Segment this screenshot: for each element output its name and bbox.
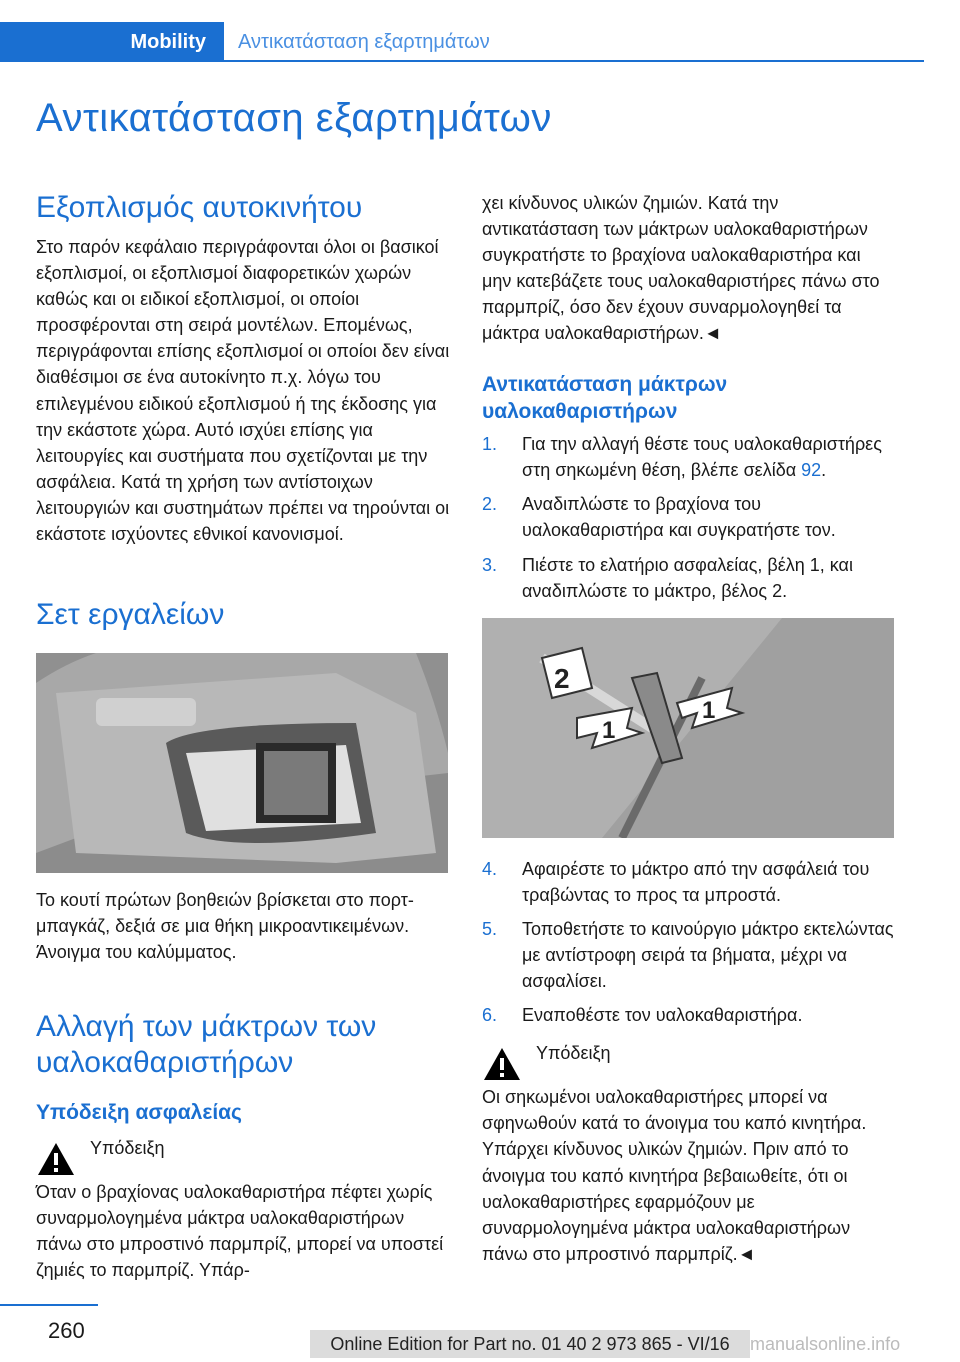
tab-section[interactable]: Αντικατάσταση εξαρτημάτων: [238, 30, 490, 53]
watermark: manualsonline.info: [750, 1334, 901, 1354]
arrow-label-1b: 1: [702, 696, 716, 724]
warning-note-1: [36, 1135, 450, 1177]
tab-mobility[interactable]: Mobility: [0, 22, 224, 62]
warning-label-1: Υπόδειξη: [90, 1137, 165, 1158]
footer-rule: [0, 1304, 98, 1306]
step-text: Αφαιρέστε το μάκτρο από την ασφάλειά του τραβώντας το προς τα μπροστά.: [522, 858, 870, 905]
edition-footer: Online Edition for Part no. 01 40 2 973 865 - VI/16: [310, 1330, 750, 1358]
step-text: Τοποθετήστε το καινούργιο μάκτρο εκτελώντας με αντίστροφη σειρά τα βήματα, μέχρι να ασφαλίσει.: [522, 918, 894, 992]
step-text: Πιέστε το ελατήριο ασφαλείας, βέλη 1, και αναδιπλώστε το μάκτρο, βέλος 2.: [522, 554, 853, 601]
step-number: 1.: [482, 434, 498, 455]
page-title: Αντικατάσταση εξαρτημάτων: [36, 96, 552, 140]
wiper-heading: Αλλαγή των μάκτρων των υαλοκαθαριστήρων: [36, 1010, 377, 1080]
step-item: [482, 552, 894, 604]
toolset-heading: Σετ εργαλείων: [36, 598, 225, 632]
safety-heading: Υπόδειξη ασφαλείας: [36, 1101, 242, 1125]
page-link[interactable]: 92: [801, 460, 822, 481]
step-text: Για την αλλαγή θέστε τους υαλοκαθαριστήρες στη σηκωμένη θέση, βλέπε σελίδα 92.: [522, 434, 882, 481]
steps-list-b: [482, 856, 894, 1029]
equipment-text: Στο παρόν κεφάλαιο περιγράφονται όλοι οι βασικοί εξοπλισμοί, οι εξοπλισμοί διαφορετικών χωρών καθώς και οι ειδικοί εξοπλισμοί, οι οποίοι προσφέρονται στη σειρά μοντέλων. Επομένως, περιγράφονται επίσης εξοπλισμοί οι οποίοι δεν είναι διαθέσιμοι σε ένα αυτοκίνητο π.χ. λόγω του επιλεγμένου ειδικού εξοπλισμού ή της έκδοσης για την εκάστοτε χώρα. Αυτό ισχύει επίσης για λειτουργίες και συστήματα που σχετίζονται με την ασφάλεια. Κατά τη χρήση των αντίστοιχων λειτουργιών και συστημάτων πρέπει να τηρούνται οι εκάστοτε ισχύοντες εθνικοί κανονισμοί.: [36, 237, 450, 545]
steps-list-a: [482, 431, 894, 604]
header-bar: [0, 22, 924, 62]
warning-label-2: Υπόδειξη: [536, 1043, 611, 1064]
right-column: [482, 190, 894, 1267]
wiper-illustration: [482, 618, 894, 838]
step-item: [482, 856, 894, 908]
toolset-text: Το κουτί πρώτων βοηθειών βρίσκεται στο πορτ-μπαγκάζ, δεξιά σε μια θήκη μικροαντικειμένων. Άνοιγμα του καλύμματος.: [36, 890, 414, 963]
step-number: 4.: [482, 858, 498, 879]
step-number: 5.: [482, 918, 498, 939]
arrow-label-2: 2: [554, 662, 570, 694]
warning-text-2: Οι σηκωμένοι υαλοκαθαριστήρες μπορεί να σφηνωθούν κατά το άνοιγμα του καπό κινητήρα. Υπάρχει κίνδυνος υλικών ζημιών. Πριν από το άνοιγμα του καπό κινητήρα βεβαιωθείτε, ότι οι υαλοκαθαριστήρες εφαρμόζουν με συναρμολογημένα μάκτρα υαλοκαθαριστήρων πάνω στο μπροστινό παρμπρίζ.◄: [482, 1087, 867, 1264]
page-number: 260: [48, 1318, 85, 1343]
warning-text-1-continued: χει κίνδυνος υλικών ζημιών. Κατά την αντικατάσταση των μάκτρων υαλοκαθαριστήρων συγκρατήστε το βραχίονα υαλοκαθαριστήρα και μην κατεβάζετε τους υαλοκαθαριστήρες πάνω στο παρμπρίζ, όσο δεν έχουν συναρμολογηθεί τα μάκτρα υαλοκαθαριστήρων.◄: [482, 193, 880, 344]
step-number: 2.: [482, 494, 498, 515]
warning-note-2: [482, 1040, 894, 1082]
step-item: [482, 1002, 894, 1028]
warning-triangle-icon: [36, 1141, 76, 1177]
step-item: [482, 916, 894, 994]
left-column: [36, 190, 450, 1283]
step-number: 6.: [482, 1005, 498, 1026]
warning-triangle-icon: [482, 1046, 522, 1082]
step-text: Αναδιπλώστε το βραχίονα του υαλοκαθαριστήρα και συγκρατήστε τον.: [522, 494, 836, 541]
step-item: [482, 431, 894, 483]
arrow-label-1a: 1: [602, 716, 616, 744]
trunk-illustration: [36, 653, 448, 873]
step-item: [482, 491, 894, 543]
step-number: 3.: [482, 554, 498, 575]
step-text: Εναποθέστε τον υαλοκαθαριστήρα.: [522, 1005, 803, 1026]
header-rule: [224, 60, 924, 62]
trunk-photo: [36, 653, 448, 873]
wiper-photo: [482, 618, 894, 838]
replace-heading: Αντικατάσταση μάκτρων υαλοκαθαριστήρων: [482, 372, 728, 423]
equipment-heading: Εξοπλισμός αυτοκινήτου: [36, 191, 363, 224]
warning-text-1: Όταν ο βραχίονας υαλοκαθαριστήρα πέφτει χωρίς συναρμολογημένα μάκτρα υαλοκαθαριστήρων πάνω στο μπροστινό παρμπρίζ, μπορεί να υποστεί ζημιές το παρμπρίζ. Υπάρ-: [36, 1181, 444, 1280]
